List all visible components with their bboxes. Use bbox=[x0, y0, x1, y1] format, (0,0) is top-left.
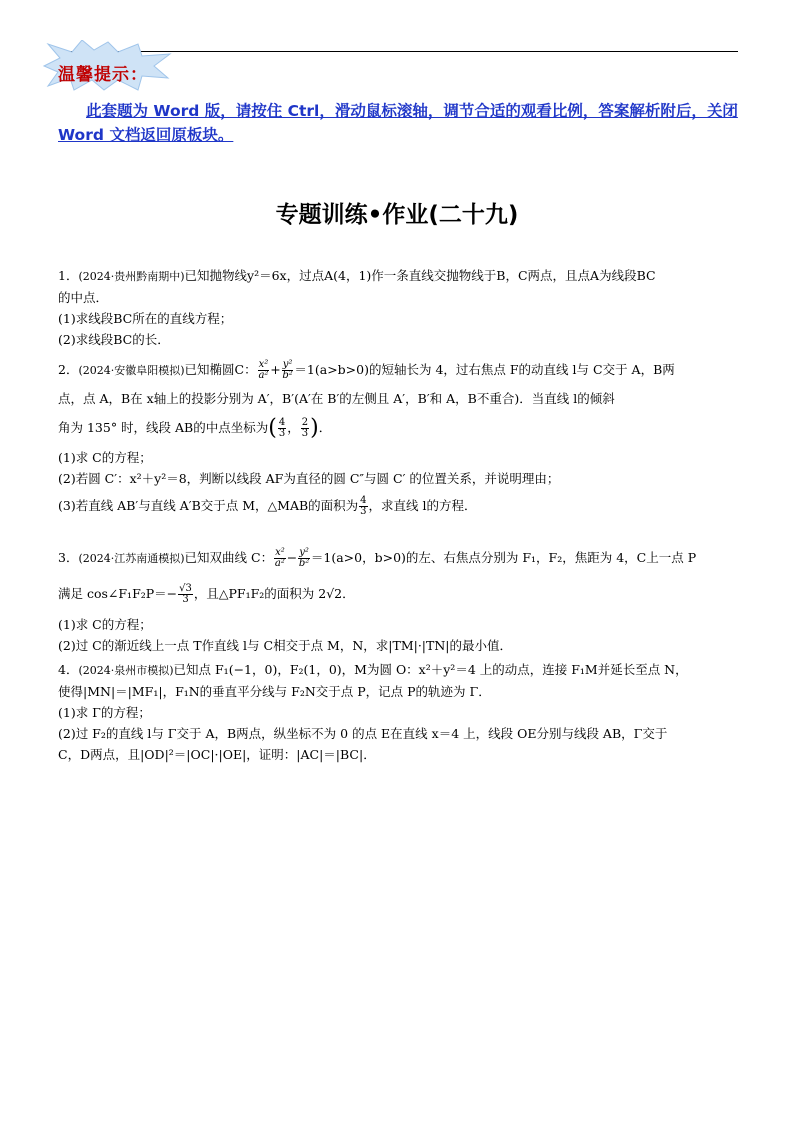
question-text: ，且△PF₁F₂的面积为 2√2． bbox=[193, 586, 355, 601]
question-number: 3． bbox=[58, 550, 79, 565]
question-text: ＝1(a>0，b>0)的左、右焦点分别为 F₁，F₂，焦距为 4，C上一点 P bbox=[310, 550, 697, 565]
fraction: $\frac{\text{y²}}{\text{b²}}$ bbox=[282, 359, 293, 381]
question-part: (2)求线段BC的长． bbox=[58, 332, 170, 347]
question-part: (2)过 C的渐近线上一点 T作直线 l与 C相交于点 M，N，求|TM|·|TN|的最小值． bbox=[58, 638, 513, 653]
question-text: 角为 135° 时，线段 AB的中点坐标为 bbox=[58, 420, 269, 435]
question-part: (2)过 F₂的直线 l与 Γ交于 A，B两点，纵坐标不为 0 的点 E在直线 x＝4 上，线段 OE分别与线段 AB，Γ交于 bbox=[58, 726, 668, 741]
fraction: $\frac{√3}{3}$ bbox=[179, 583, 192, 605]
fraction: $\frac{\text{y²}}{\text{b²}}$ bbox=[298, 547, 310, 569]
question-source: (2024·贵州黔南期中) bbox=[78, 270, 185, 283]
question-part: (2)若圆 C′：x²＋y²＝8，判断以线段 AF为直径的圆 C″与圆 C′ 的位置关系，并说明理由； bbox=[58, 470, 560, 486]
fraction: $\frac{\text{x²}}{\text{a²}}$ bbox=[274, 547, 285, 569]
fraction: $\frac{2}{3}$ bbox=[301, 417, 309, 439]
fraction: $\frac{4}{3}$ bbox=[360, 494, 367, 517]
question-4 bbox=[58, 659, 738, 765]
question-source: (2024·安徽阜阳模拟) bbox=[78, 364, 185, 377]
question-part: (3)若直线 AB′与直线 A′B交于点 M，△MAB的面积为 bbox=[58, 497, 359, 513]
question-part: (1)求线段BC所在的直线方程； bbox=[58, 311, 233, 326]
question-part: C，D两点，且|OD|²＝|OC|·|OE|，证明：|AC|＝|BC|． bbox=[58, 747, 376, 762]
question-text: 满足 cos∠F₁F₂P＝− bbox=[58, 586, 178, 601]
question-1 bbox=[58, 265, 738, 350]
question-source: (2024·泉州市模拟) bbox=[78, 664, 174, 677]
question-text: 已知抛物线y²＝6x，过点A(4，1)作一条直线交抛物线于B，C两点，且点A为线段BC bbox=[184, 268, 656, 283]
question-2: 2．(2024·安徽阜阳模拟)已知椭圆C： $\frac{\text{x²}}{\text{a²}}$ + $\frac{\text{y²}}{\text{b²}}$ ＝1(a>b>0)的短轴长为 4，过右焦点 F的动直线 l与 C交于 A，B两 点，点 A，B在 x轴上的投影分别为 A′，B′(A′在 B′的左侧且 A′，B′和 A，B不重合)．当直线 l的倾斜 角为 135° 时，线段 AB的中点坐标为( $\frac{4}{3}$ ， $\frac{2}{3}$ )． (1)求 C的方程； (2)若圆 C′：x²＋y²＝8，判断以线段 AF为直径的圆 C″与圆 C′ 的位置关系，并说明理由； (3)若直线 AB′与直线 A′B交于点 M，△MAB的面积为 $\frac{4}{3}$ ，求直线 l的方程． bbox=[58, 355, 738, 523]
question-text: 点，点 A，B在 x轴上的投影分别为 A′，B′(A′在 B′的左侧且 A′，B′和 A，B不重合)．当直线 l的倾斜 bbox=[58, 391, 615, 406]
question-number: 4． bbox=[58, 662, 79, 677]
question-text: ＝1(a>b>0)的短轴长为 4，过右焦点 F的动直线 l与 C交于 A，B两 bbox=[294, 362, 675, 377]
fraction: $\frac{\text{x²}}{\text{a²}}$ bbox=[258, 359, 269, 381]
question-text: 使得|MN|＝|MF₁|，F₁N的垂直平分线与 F₂N交于点 P，记点 P的轨迹为 Γ． bbox=[58, 684, 491, 699]
tip-text: 此套题为 Word 版，请按住 Ctrl，滑动鼠标滚轴，调节合适的观看比例，答案解析附后，关闭 Word 文档返回原板块。 bbox=[58, 102, 738, 144]
question-number: 2． bbox=[58, 362, 79, 377]
question-part: (1)求 Γ的方程； bbox=[58, 705, 151, 720]
question-number: 1． bbox=[58, 268, 79, 283]
question-text: 的中点． bbox=[58, 290, 109, 305]
fraction: $\frac{4}{3}$ bbox=[278, 417, 286, 439]
tip-label: 温馨提示： bbox=[58, 65, 148, 85]
question-text: 已知点 F₁(−1，0)，F₂(1，0)，M为圆 O：x²＋y²＝4 上的动点，连接 F₁M并延长至点 N， bbox=[173, 662, 688, 677]
question-text: 已知双曲线 C： bbox=[184, 550, 274, 565]
question-part: (1)求 C的方程； bbox=[58, 449, 152, 465]
question-source: (2024·江苏南通模拟) bbox=[78, 552, 185, 565]
question-part: (1)求 C的方程； bbox=[58, 617, 152, 632]
page-title: 专题训练•作业(二十九) bbox=[275, 202, 519, 228]
question-3: 3．(2024·江苏南通模拟)已知双曲线 C： $\frac{\text{x²}}{\text{a²}}$ − $\frac{\text{y²}}{\text{b²}}$ ＝1(a>0，b>0)的左、右焦点分别为 F₁，F₂，焦距为 4，C上一点 P 满足 cos∠F₁F₂P＝− $\frac{√3}{3}$ ，且△PF₁F₂的面积为 2√2． (1)求 C的方程； (2)过 C的渐近线上一点 T作直线 l与 C相交于点 M，N，求|TM|·|TN|的最小值． bbox=[58, 543, 738, 656]
question-text: 已知椭圆C： bbox=[184, 362, 257, 377]
